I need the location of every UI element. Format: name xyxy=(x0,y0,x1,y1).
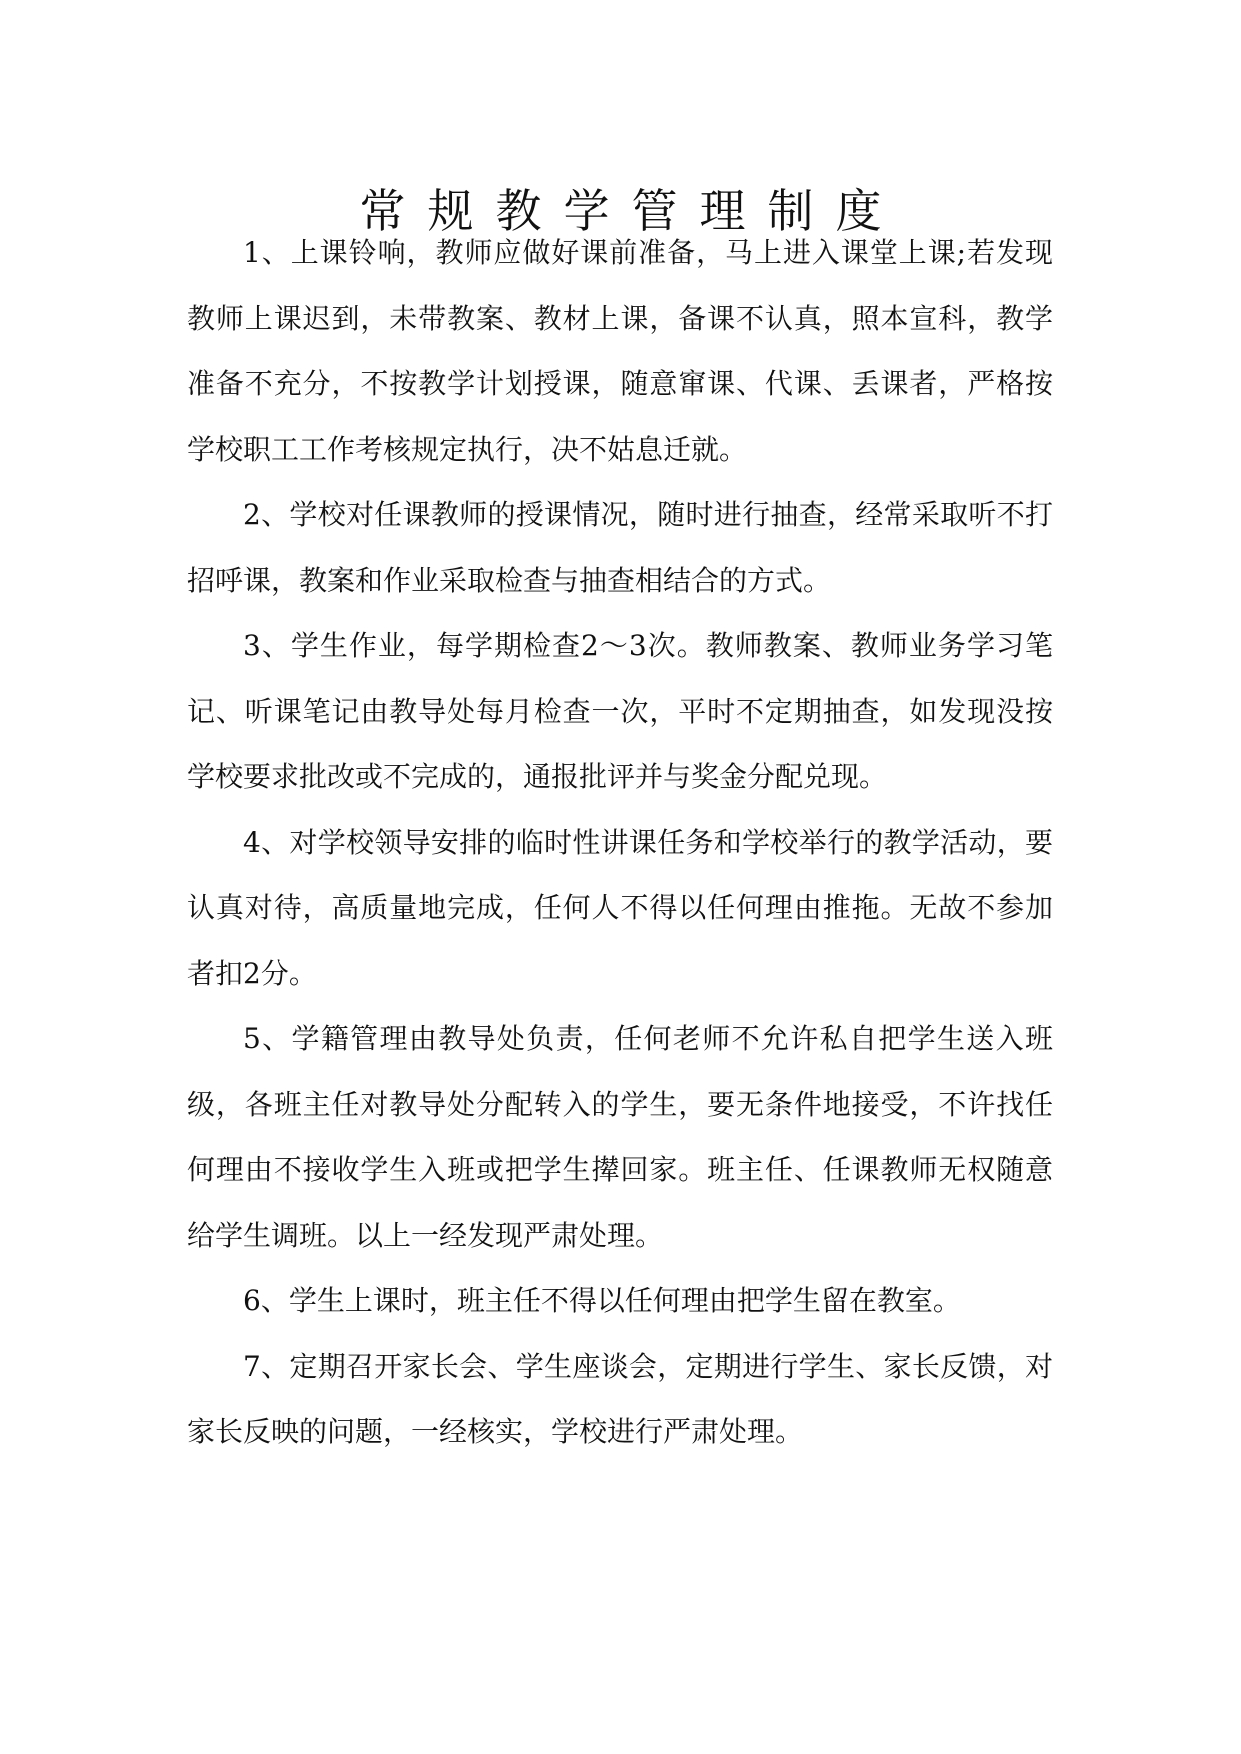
document-body xyxy=(187,220,1053,1465)
paragraph-4: 4、对学校领导安排的临时性讲课任务和学校举行的教学活动，要认真对待，高质量地完成，任何人不得以任何理由推拖。无故不参加者扣2分。 xyxy=(187,825,1053,990)
paragraph-7: 7、定期召开家长会、学生座谈会，定期进行学生、家长反馈，对家长反映的问题，一经核实，学校进行严肃处理。 xyxy=(187,1349,1053,1448)
paragraph-6: 6、学生上课时，班主任不得以任何理由把学生留在教室。 xyxy=(243,1284,961,1317)
paragraph-5: 5、学籍管理由教导处负责，任何老师不允许私自把学生送入班级，各班主任对教导处分配转入的学生，要无条件地接受，不许找任何理由不接收学生入班或把学生撵回家。班主任、任课教师无权随意给学生调班。以上一经发现严肃处理。 xyxy=(187,1022,1053,1252)
document-title: 常规教学管理制度 xyxy=(359,183,904,238)
paragraph-3: 3、学生作业，每学期检查2～3次。教师教案、教师业务学习笔记、听课笔记由教导处每月检查一次，平时不定期抽查，如发现没按学校要求批改或不完成的，通报批评并与奖金分配兑现。 xyxy=(187,629,1053,793)
paragraph-1: 1、上课铃响，教师应做好课前准备，马上进入课堂上课;若发现教师上课迟到，未带教案、教材上课，备课不认真，照本宣科，教学准备不充分，不按教学计划授课，随意窜课、代课、丢课者，严格按学校职工工作考核规定执行，决不姑息迁就。 xyxy=(187,236,1053,466)
paragraph-2: 2、学校对任课教师的授课情况，随时进行抽查，经常采取听不打招呼课，教案和作业采取检查与抽查相结合的方式。 xyxy=(187,498,1053,597)
